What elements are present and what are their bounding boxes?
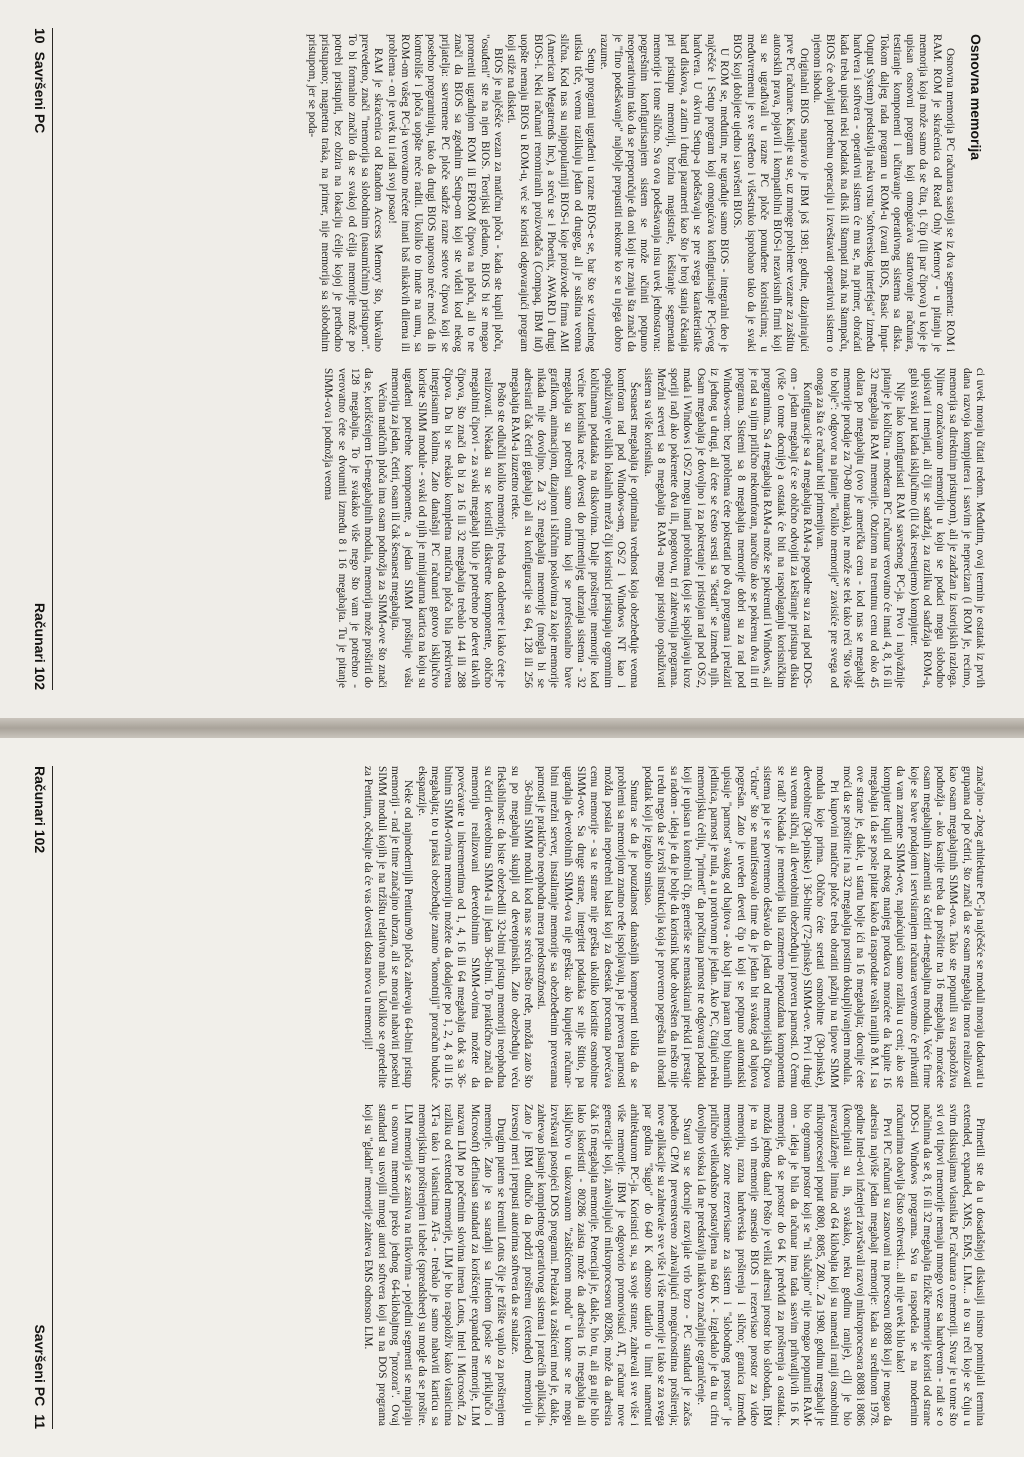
right-page-footer [28, 766, 53, 1429]
paragraph: Šesnaest megabajta je optimalna vrednost koja obezbeđuje veoma komforan rad pod Windows-om, OS/2 i Windows NT kao i opsluživanje velikih lokalnih mreža čiji korisnici pristupaju ogromnim količinama podataka na diskovima. Dalje proširenje memorije kod većine korisnika neće dovesti do primetnijeg ubrzanja sistema - 32 megabajta su potrebni samo onima koji se profesionalno bave grafikom, animacijom, dizajnom i sličnim poslovima za koje memorije nikada nije dovoljno. Za 32 megabajta memorije (mogla bi se adresirati čak četiri gigabajta) ali su konfiguracije sa 64, 128 ili 256 megabajta RAM-a izuzetno retke. [508, 368, 641, 688]
right-column-1 [56, 766, 986, 1088]
paragraph: Setup programi ugrađeni u razne BIOS-e se, bar što se vizuelnog utiska tiče, veoma razlikuju jedan od drugog, ali je suština veoma slična. Kod nas su najpopularniji BIOS-i koje proizvode firma AMI (American Megatrends Inc), a sreću se i Phoenix, AWARD i drugi BIOS-i. Neki računari renomiranih proizvođača (Compaq, IBM itd) uopšte nemaju BIOS u ROM-u, već se koristi odgovarajući program koji stiže na disketi. [505, 34, 597, 352]
page-number: 10 [32, 28, 48, 44]
paragraph: BIOS je najčešće vezan za matičnu ploču - kada ste kupili ploču, "osuđeni" ste na njen BIOS. Teorijski gledano, BIOS bi se mogao promeniti ugradnjom ROM ili EPROM čipova na ploču, ali to ne znači da BIOS sa zgodnim Setup-om koji ste videli kod nekog prijatelja: savremene PC ploče sadrže razne setove čipova koji se posebno programiraju, tako da drugi BIOS naprosto neće moći da ih kontroliše i ploča uopšte neće raditi. Ukoliko to imate na umu, sa ROM-om vašeg PC-ja verovatno nećete imati baš nikakvih dilema ili problema - on je uvek tu i radi svoj posao! [385, 34, 504, 352]
paragraph: Originalni BIOS napravio je IBM još 1981. godine, dizajnirajući prve PC računare. Kasnije su se, uz mnoge probleme vezane za zaštitu autorskih prava, pojavili i kompatibilni BIOS-i nezavisnih firmi koji su se ugrađivali u razne PC ploče ponuđene korisnicima; u međuvremenu je sve sređeno i višestruko isprobano tako da je svaki BIOS koji dobijete ujedno i savršeni BIOS. [731, 34, 810, 352]
magazine-section: Savršeni PC [32, 51, 48, 134]
right-column-2 [56, 1104, 986, 1426]
paragraph: 36-bitni SIMM moduli kod nas se sreću nešto ređe, možda zato što su po megabajtu skuplji od devetopinskih. Zato obezbeđuju veću fleksibilnost: da biste obezbedili 32-bitni pristup memoriji neophodna su četiri devetobitna SIMM-a ili jedan 36-bitni. To praktično znači da memoriju realizovani devetobitnim SIMM-ovima možete da povećavate u inkrementima od 1, 4, 16 ili 64 megabajta dok sa 36-bitnim SIMM-ovima memoriju možete da dodajete po 1, 2, 4, 8 ili 16 megabajta; to u praksi obezbeđuje znatno "komotniji" proračun buduće ekspanzije. [415, 766, 534, 1088]
page-gutter [0, 718, 1024, 738]
paragraph: Smatra se da je pouzdanost današnjih komponenti tolika da se problemi sa memorijom znatno ređe ispoljavaju, pa je provera parnosti možda postala nepotrebni balast koji za desetak procenata povećava cenu memorije - sa te strane nije greška ukoliko koristite osmobitne SIMM-ove. Sa druge strane, integritet podataka se nije štitio, pa ugradnja devetobitnih SIMM-ova nije greška: ako kupujete računar-bitni mrežni server, instaliranje memorije sa obezbeđenim proverama parnosti je praktično neophodna mera predostrožnosti. [535, 766, 641, 1088]
paragraph: Konfiguracije sa 4 megabajta RAM-a pogodne su za rad pod DOS-om - jedan megabajt će se obično odvojiti za keširanje pristupa disku (više o tome docnije) a ostatak će biti na raspolaganju korisničkim programima. Sa 4 megabajta RAM-a može se pokrenuti i Windows, ali je rad sa njim prilično nekomforan, naročito ako se pokrenu dva ili tri programa. Sistemi sa 8 megabajta memorije dobri su za rad pod Windows-om: bez problema ćete pokretati po dva programa i prelaziti iz jednog u drugi, ali ćete se često sresti sa "šetati" se između njih. Osam megabajta je dovoljno i za pokretanje i pristojan rad pod OS/2, mada i Windows i OS/2 mogu imati problema (koji se ispoljavaju kroz sporiji rad) ako pokrenete dva ili, pogotovu, tri zahtevnija programa. Mrežni serveri sa 8 megabajta RAM-a mogu pristojno opsluživati sistem sa više korisnika. [641, 368, 814, 688]
section-heading: Osnovna memorija [968, 34, 984, 161]
paragraph: Većina matičnih ploča ima osam podnožja za SIMM-ove što znači da se, korišćenjem 16-megabajtnih modula, memorija može proširiti do 128 megabajta. To je svakako više nego što vam je potrebno - verovatno ćete se dvoumiti između 8 i 16 megabajta. Tu je pitanje SIMM-ova i podnožja veoma [322, 368, 388, 688]
left-page-footer [28, 28, 53, 690]
paragraph: Drugim putem se krenuli Lotus čije je tržište vapilo za proširenjem memorije. Zato je sa saradnji sa Intelom (posle se priključio i Microsoft) definisan standard za korišćenje expanded memorije, LIM nazvan LIM po početnim slovima imena Lotus, Intel i Microsoft. Za razliku od extended memorije, LIM je bio raspoloživ kako vlasnicima XT-a tako i vlasnicima AT-a - trebalo je samo nabaviti karticu sa memorijskim proširenjem i tabele (spreadsheet) su mogle da se prošire. LIM memorija se zasniva na trikovima - pojedini segmenti se mapiraju u osnovnu memoriju preko jednog 64-kilobajtnog "prozora". Ovaj standard su usvojili mnogi autori softvera koji su na DOS programa koji su "gladni" memorije zahteva EMS odnosno LIM. [362, 1104, 508, 1426]
paragraph: Prvi PC računari su zasnovani na procesoru 8088 koji je mogao da adresira najviše jedan megabajt memorije: kada su sredinom 1978. godine Intel-ovi inženjeri završavali razvoj mikroprocesora 8088 i 8086 (koncipirali su ih, svakako, neku godinu ranije), cilj je bio prevazilaženje limita od 64 kilobajta koji su nametali raniji osmobitni mikroprocesori poput 8080, 8085, Z80... Za 1980. godinu megabajt je bio ogroman prostor koji se "ni slučajno" nije mogao popuniti RAM-om - ideja je bila da računar ima tada sasvim prihvatljivih 16 K memorije, da se prostor do 64 K predviđi za proširenja a ostatak... možda jednog dana! Pošto je veliki adresni prostor bio slobodan, IBM je na vrh memorije smestio BIOS i rezervisao prostor za video memoriju, razna hardverska proširenja i slično; granica između memorijske zone rezervisane za sistem i "slobodnog prostora" je prilično velikodušno postavljena na 640 K - izgledalo je da tu cifru dovoljno visoka i da ne predstavlja nikakvo značajnije ograničenje. [694, 1104, 893, 1426]
issue-label: Računari 102 [32, 602, 48, 690]
left-column-2 [56, 368, 986, 688]
left-page [0, 0, 1024, 718]
paragraph: ci uvek moraju čitati redom. Međutim, ovaj termin je ostatak iz prvih dana razvoja kompjutera i sasvim je neprecizan (i ROM je, recimo, memorija sa direktnim pristupom), ali je zadržan iz istorijskih razloga. Njime označavamo memoriju u koju se podaci mogu slobodno upisivati i menjati, ali čiji se sadržaj, za razliku od sadržaja ROM-a, gubi svaki put kada isključimo (ili čak resetujemo) kompjuter. [907, 368, 986, 688]
paragraph: Stvari su se docnije razvijale vrlo brzo - PC standard je začas pobedio CP/M prevenstveno zahvaljujući mogućnostima proširenja; nove aplikacije su zahtevale sve više i više memorije i tako se za svega par godina "šugio" do 640 K odnosno udarilo u limit nametnut arhitekturom PC-ja. Korisnici su, sa svoje strane, zahtevali sve više i više memorije. IBM je odgovorio promovisući AT, računar nove generacije koji, zahvaljujući mikroprocesoru 80286, može da adresira čak 16 megabajta memorije. Potencijal je, dakle, bio tu, ali ga nije bilo lako iskoristiti - 80286 zaista može da adresira 16 megabajta ali isključivo u takozvanom "zaštićenom modu" u kome se ne mogu izvršavati postojeći DOS programi. Prelazak u zaštićeni mod je, dakle, zahtevao pisanje kompletnog operativnog sistema i pratećih aplikacija. Zato je IBM odlučio da podrži proširenu (extended) memoriju u izvesnoj meri i prepusti autorima softvera da se snalaze. [508, 1104, 694, 1426]
paragraph: značajno - zbog arhitekture PC-ja najčešće se moduli moraju dodavati u grupama od po četiri, što znači da se osam megabajta mora realizovati kao osam megabajtnih SIMM-ova. Tako ste popunili sva raspoloživa podnožja - ako kasnije treba da proširite na 16 megabajta, moraćete osam megabajtnih zameniti sa četiri 4-megabajtna modula. Veće firme koje se bave prodajom i servisiranjem računara verovatno će prihvatiti da vam zamene SIMM-ove, naplaćujući samo razliku u ceni; ako ste kompjuter kupili od nekog manjeg prodavca moraćete da kupite 16 megabajta i da se posle pitate kako da rasprodate vaših ranijih 8 M. I sa ove strane je, dakle, u startu bolje ići na 16 megabajta; docnije ćete moći da se proširite i na 32 megabajta prostim dokupljivanjem modula. [841, 766, 986, 1088]
paragraph: RAM je skraćenica od Random Access Memory što, bukvalno prevedeno, znači "memorija sa slobodnim (nasumičnim) pristupom". To bi formalno značilo da se svakoj od ćelija memorije može po potrebi pristupiti, bez obzira na lokaciju ćelije kojoj je prethodno pristupano; magnetna traka, na primer, nije memorija sa slobodnim pristupom, jer se poda- [305, 34, 385, 352]
left-column-1 [56, 34, 986, 352]
paragraph: Neke od najmodernijih Pentium/90 ploča zahtevaju 64-bitni pristup memoriji - rad je time značajno ubrzan, ali se moraju nabaviti posebni SIMM moduli kojih je na tržištu relativno malo. Ukoliko se opredelite za Pentium, očekujte da će vas dovesti dosta novca u memoriji! [362, 766, 415, 1088]
right-footer-label [32, 1324, 48, 1429]
paragraph: U ROM se, međutim, ne ugrađuje samo BIOS - integralni deo je najčešće i Setup program koji omogućava konfigurisanje PC-jevog hardvera. U okviru Setup-a podešavaju se pre svega karakteristike hard diskova, a zatim i drugi parametri kao što je broj stanja čekanja pri pristupu memoriji, brzina magistrale, keširanje segmenata memorije i tome slično. Sva ova podešavanja nisu uvek jednostavna: pogrešnim konfigurisanjem sistem se može učiniti potpuno neoperativnim tako da se preporučuje da oni koji ne znaju šta znači da je "fino podešavanje" najbolje prepustiti nekome ko se u njega dobro razume. [598, 34, 730, 352]
paragraph: Pri kupovini matične ploče treba obratiti pažnju na tipove SIMM modula koje prima. Obično ćete sretati osmobitne (30-pinske), devetobitne (30-pinske) i 36-bitne (72-pinske) SIMM-ove. Prvi i drugi su veoma slični, ali devetobitni obezbeđuju i proveru parnosti. O čemu se radi? Nekada je memorija bila razmerno nepouzdana komponenta sistema pa je se povremeno dešavalo da jedan od memorijskih čipova "crkne" što se manifestovalo time da je jedan bit svakog od bajtova pogrešan. Zato je uveden deveti čip u koji se potpuno automatski upisuje "parnost" svakog od bajtova - ako bajt ima paran broj binarnih jedinica, parnost je nula, a u protivnom je jedan. Ako PC, čitajući neku memorijsku ćeliju, "primeti" da pročitana parnost ne odgovara podatku koji je upisan u kontrolni čip, generiše se nemaskirani prekid i prestaje sa radom - ideja je da je bolje da korisnik bude obavešten da nešto nije u redu nego da se izvrši instrukcija koja je proverno pogrešna ili obradi podatak koji je izgubio smisao. [641, 766, 840, 1088]
page-number: 11 [32, 1414, 48, 1429]
paragraph: Primetili ste da u dosadašnjoj diskusiji nismo pominjali termina extended, expanded, XMS, EMS, LIM... a to su reči koje se čuju u svim diskusijama vlasnika PC računara o memoriji. Stvar je u tome što svi ovi tipovi memorije nemaju mnogo veze sa hardverom - radi se o načinima da se 8, 16 ili 32 megabajta fizičke memorije koristi od strane DOS-i Windows programa. Sva ta raspodela se na modernim računarima obavlja čisto softverski... ali nije uvek bilo tako! [894, 1104, 986, 1426]
magazine-section: Savršeni PC [32, 1324, 48, 1407]
issue-label: Računari 102 [32, 766, 48, 854]
paragraph: Osnovna memorija PC računara sastoji se iz dva segmenta: ROM i RAM. ROM je skraćenica od Read Only Memory - u pitanju je memorija koja može samo da se čita, tj. čip (ili par čipova) u koje je upisan osnovni program koji omogućava startovanje računara, testiranje komponenti i učitavanje operativnog sistema sa diska. Tokom daljeg rada program u ROM-u (zvani BIOS, Basic Input-Output System) predstavlja neku vrstu "softverskog interfejsa" između hardvera i softvera - operativni sistem će mu se, na primer, obraćati kada treba upisati neki podatak na disk ili štampati znak na štampaču, BIOS će obavljati potrebnu operaciju i izveštavati operativni sistem o njenom ishodu. [811, 34, 956, 352]
paragraph: Nije lako konfigurisati RAM savršenog PC-ja. Prvo i najvažnije pitanje je količina - moderan PC računar verovatno će imati 4, 8, 16 ili 32 megabajta RAM memorije. Obzirom na trenutnu cenu od oko 45 dolara po megabajtu (ovo je američka cena - kod nas se megabajt memorije prodaje za 70-80 maraka), ne može se tek tako reći "što više to bolje": odgovor na pitanje "koliko memorije" zavisiće pre svega od onoga za šta će računar biti primenjivan. [814, 368, 907, 688]
right-page [0, 738, 1024, 1457]
left-footer-label [32, 28, 48, 133]
paragraph: Pošto ste odlučili koliko memorije, treba da odaberete i kako ćete je realizovati. Nekada su se koristili diskretne komponente, obično megabitni čipovi - za svaki megabajt bilo je potrebno po devet takvih čipova, što znači da bi za 16 ili 32 megabajta trebalo 144 ili 288 čipova. Da bi se nekako kompletna matična ploča bila prekrivena integrisanim kolima. Zato današnji PC računari gotovo isključivo koriste SIMM module - svaki od njih je minijaturna kartica na koju su ugrađeni potrebne komponente, a jedan SIMM proširuje vašu memoriju za jedan, četiri, osam ili čak šesnaest megabajta. [388, 368, 508, 688]
